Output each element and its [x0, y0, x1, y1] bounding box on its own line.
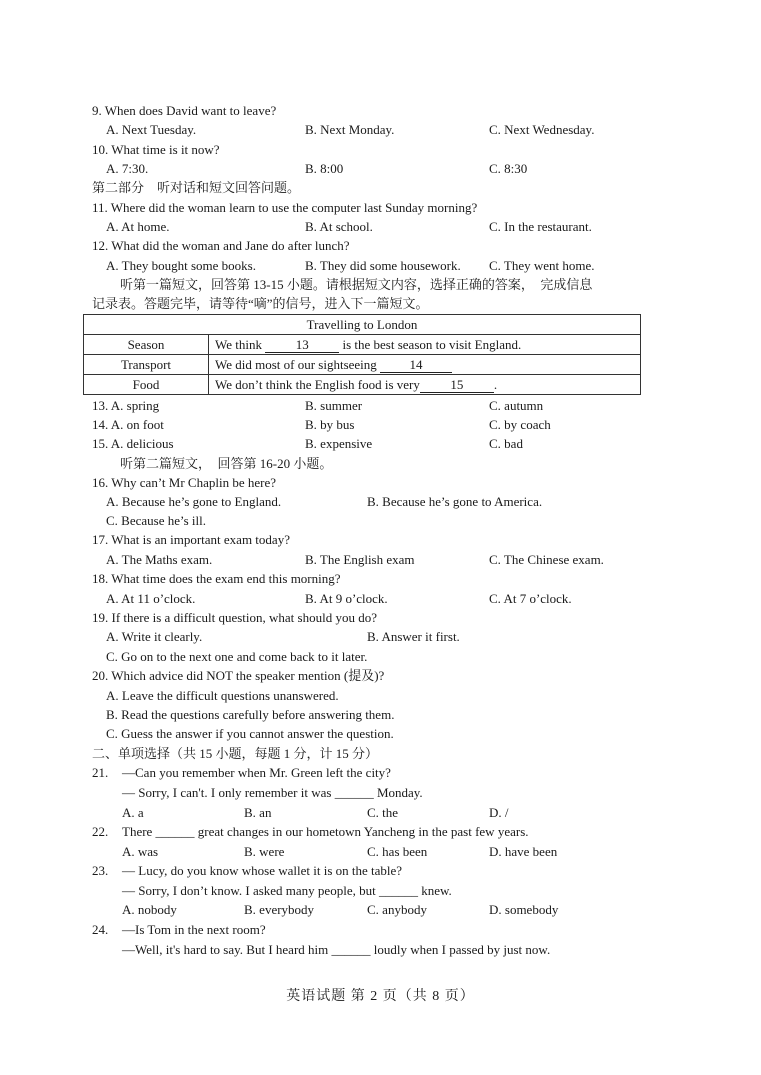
q23-line2: — Sorry, I don’t know. I asked many people, but ______ knew.: [122, 883, 452, 898]
row-value-food: We don’t think the English food is very 15 .: [209, 375, 641, 395]
row-value-transport: We did most of our sightseeing 14: [209, 355, 641, 375]
blank-14: 14: [380, 358, 452, 373]
q9-option-a: A. Next Tuesday.: [106, 122, 197, 137]
q24-number: 24.: [92, 922, 109, 937]
table-title: Travelling to London: [84, 315, 641, 335]
q14-option-c: C. by coach: [489, 417, 551, 432]
q21-line1: —Can you remember when Mr. Green left the city?: [122, 765, 391, 780]
q18-stem: 18. What time does the exam end this morning?: [92, 571, 341, 586]
q9-option-b: B. Next Monday.: [305, 122, 395, 137]
q12-option-c: C. They went home.: [489, 258, 595, 273]
q10-option-c: C. 8:30: [489, 161, 528, 176]
q19-stem: 19. If there is a difficult question, what should you do?: [92, 610, 377, 625]
row-value-season: We think 13 is the best season to visit England.: [209, 335, 641, 355]
q13-option-b: B. summer: [305, 398, 363, 413]
q22-option-a: A. was: [122, 844, 159, 859]
row-label-food: Food: [84, 375, 209, 395]
q23-option-b: B. everybody: [244, 902, 315, 917]
q12-stem: 12. What did the woman and Jane do after lunch?: [92, 238, 350, 253]
q21-line2: — Sorry, I can't. I only remember it was ______ Monday.: [122, 785, 423, 800]
passage2-instruction: 听第二篇短文， 回答第 16-20 小题。: [120, 456, 333, 471]
q12-option-b: B. They did some housework.: [305, 258, 461, 273]
passage1-instruction-line1: 听第一篇短文，回答第 13-15 小题。请根据短文内容，选择正确的答案， 完成信息: [120, 277, 593, 292]
q22-option-d: D. have been: [489, 844, 558, 859]
table-row: [84, 375, 641, 395]
q19-option-b: B. Answer it first.: [367, 629, 460, 644]
q18-option-c: C. At 7 o’clock.: [489, 591, 572, 606]
q15-option-a: 15. A. delicious: [92, 436, 174, 451]
q14-option-b: B. by bus: [305, 417, 355, 432]
q21-number: 21.: [92, 765, 109, 780]
q20-stem: 20. Which advice did NOT the speaker mention (提及)?: [92, 668, 385, 683]
q17-option-b: B. The English exam: [305, 552, 415, 567]
table-row: [84, 335, 641, 355]
q21-option-d: D. /: [489, 805, 509, 820]
section2-heading: 二、单项选择（共 15 小题，每题 1 分，计 15 分）: [92, 746, 379, 761]
q23-option-a: A. nobody: [122, 902, 177, 917]
q11-stem: 11. Where did the woman learn to use the computer last Sunday morning?: [92, 200, 478, 215]
passage1-instruction-line2: 记录表。答题完毕，请等待“嘀”的信号，进入下一篇短文。: [92, 296, 429, 311]
q12-option-a: A. They bought some books.: [106, 258, 256, 273]
q24-line2: —Well, it's hard to say. But I heard him ______ loudly when I passed by just now.: [122, 942, 551, 957]
q10-stem: 10. What time is it now?: [92, 142, 220, 157]
q16-stem: 16. Why can’t Mr Chaplin be here?: [92, 475, 276, 490]
blank-15: 15: [420, 378, 494, 393]
q13-option-c: C. autumn: [489, 398, 544, 413]
q17-stem: 17. What is an important exam today?: [92, 532, 290, 547]
q17-option-c: C. The Chinese exam.: [489, 552, 604, 567]
q14-option-a: 14. A. on foot: [92, 417, 164, 432]
q20-option-b: B. Read the questions carefully before answering them.: [106, 707, 395, 722]
q23-option-d: D. somebody: [489, 902, 559, 917]
q11-option-a: A. At home.: [106, 219, 170, 234]
q17-option-a: A. The Maths exam.: [106, 552, 213, 567]
q21-option-c: C. the: [367, 805, 399, 820]
q10-option-b: B. 8:00: [305, 161, 344, 176]
q23-option-c: C. anybody: [367, 902, 427, 917]
q9-option-c: C. Next Wednesday.: [489, 122, 595, 137]
page-footer: 英语试题 第 2 页（共 8 页）: [286, 989, 475, 1004]
q9-stem: 9. When does David want to leave?: [92, 103, 277, 118]
q16-option-c: C. Because he’s ill.: [106, 513, 207, 528]
part2-heading: 第二部分 听对话和短文回答问题。: [92, 180, 301, 195]
q10-option-a: A. 7:30.: [106, 161, 149, 176]
q21-option-a: A. a: [122, 805, 144, 820]
q19-option-c: C. Go on to the next one and come back to it later.: [106, 649, 368, 664]
q24-line1: —Is Tom in the next room?: [122, 922, 266, 937]
q21-option-b: B. an: [244, 805, 272, 820]
table-row: [84, 355, 641, 375]
travel-info-table: [83, 314, 641, 395]
q11-option-b: B. At school.: [305, 219, 373, 234]
q18-option-a: A. At 11 o’clock.: [106, 591, 196, 606]
q22-number: 22.: [92, 824, 109, 839]
row-label-transport: Transport: [84, 355, 209, 375]
q23-line1: — Lucy, do you know whose wallet it is on the table?: [122, 863, 403, 878]
q23-number: 23.: [92, 863, 109, 878]
q20-option-c: C. Guess the answer if you cannot answer the question.: [106, 726, 394, 741]
q16-option-b: B. Because he’s gone to America.: [367, 494, 543, 509]
q15-option-b: B. expensive: [305, 436, 373, 451]
q16-option-a: A. Because he’s gone to England.: [106, 494, 282, 509]
q22-option-c: C. has been: [367, 844, 428, 859]
q22-line1: There ______ great changes in our hometown Yancheng in the past few years.: [122, 824, 529, 839]
q11-option-c: C. In the restaurant.: [489, 219, 592, 234]
q19-option-a: A. Write it clearly.: [106, 629, 203, 644]
blank-13: 13: [265, 338, 339, 353]
row-label-season: Season: [84, 335, 209, 355]
q18-option-b: B. At 9 o’clock.: [305, 591, 388, 606]
q13-option-a: 13. A. spring: [92, 398, 160, 413]
q20-option-a: A. Leave the difficult questions unanswered.: [106, 688, 339, 703]
q22-option-b: B. were: [244, 844, 285, 859]
q15-option-c: C. bad: [489, 436, 523, 451]
